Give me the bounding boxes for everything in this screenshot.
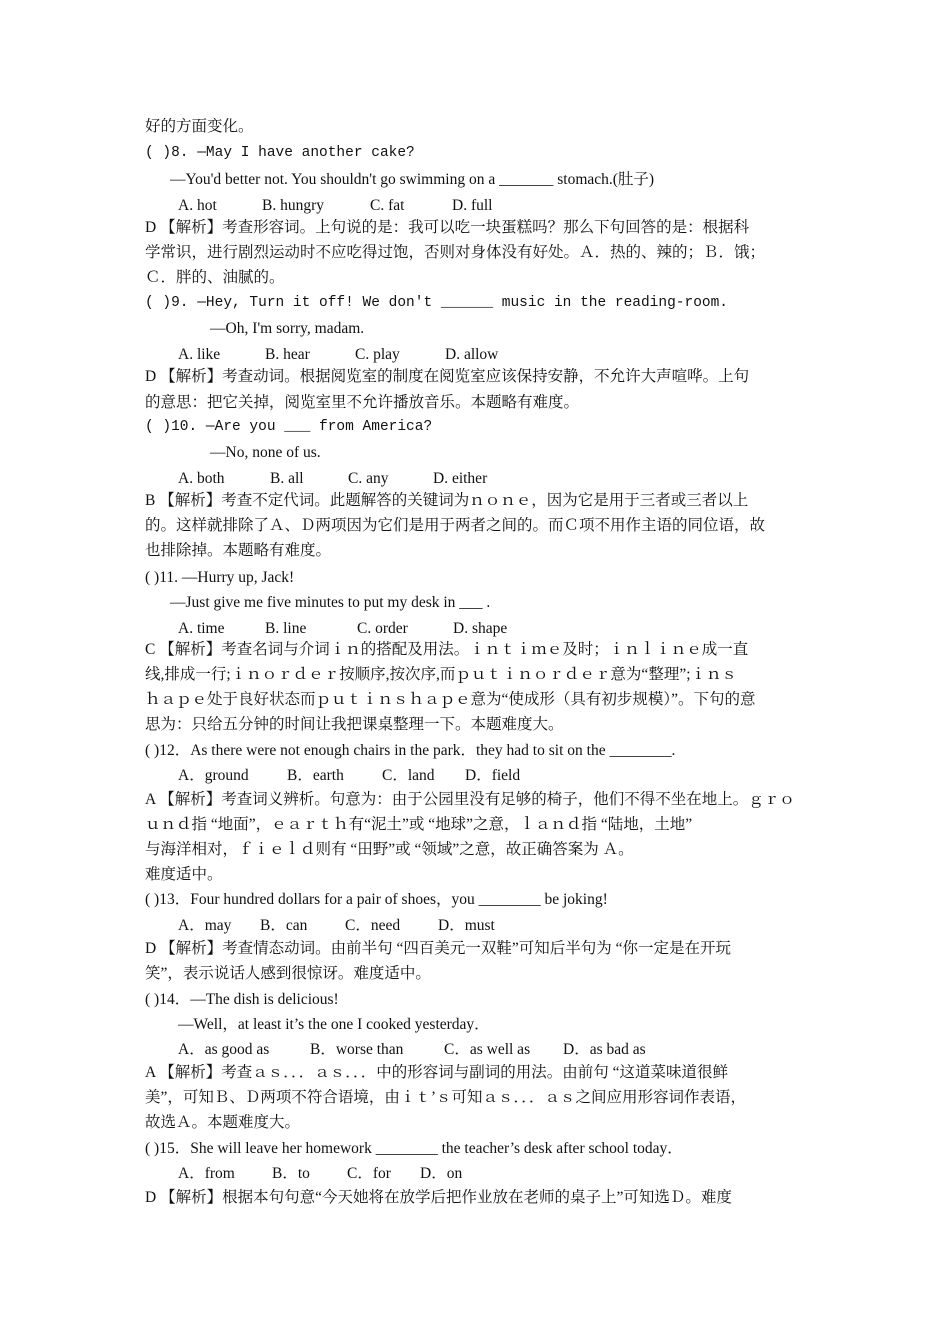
option: A．ground: [178, 767, 249, 784]
option: A. like: [178, 346, 221, 363]
analysis-line: 思为：只给五分钟的时间让我把课桌整理一下。本题难度大。: [145, 716, 564, 733]
text-line: —You'd better not. You shouldn't go swimming on a _______ stomach.(肚子): [170, 171, 655, 188]
option: D. either: [433, 470, 488, 487]
analysis-line: ｈａｐｅ处于良好状态而ｐｕｔｉｎｓｈａｐｅ意为“使成形（具有初步规模）”。下句的意: [145, 691, 756, 708]
option: D. shape: [453, 620, 508, 637]
option: A．as good as: [178, 1041, 270, 1058]
analysis-line: 线,排成一行;ｉｎｏｒｄｅｒ按顺序,按次序,而ｐｕｔｉｎｏｒｄｅｒ意为“整理”;ｉｎｓ: [145, 666, 737, 683]
analysis-line: 学常识，进行剧烈运动时不应吃得过饱，否则对身体没有好处。Ａ．热的、辣的；Ｂ．饿；: [145, 244, 766, 261]
option: B．can: [260, 917, 308, 934]
text-line: —Oh, I'm sorry, madam.: [210, 320, 365, 337]
question-11: ( )11. —Hurry up, Jack!: [145, 569, 295, 586]
option: B．earth: [287, 767, 344, 784]
option: C. any: [348, 470, 389, 487]
text-line: 好的方面变化。: [145, 118, 254, 135]
analysis-line: A 【解析】考查ａｓ．．．ａｓ．．．中的形容词与副词的用法。由前句 “这道菜味道很鲜: [145, 1064, 728, 1081]
question-10: ( )10. —Are you ___ from America?: [145, 419, 433, 435]
analysis-line: D 【解析】根据本句句意“今天她将在放学后把作业放在老师的桌子上”可知选Ｄ。难度: [145, 1189, 732, 1206]
option: C．as well as: [444, 1041, 531, 1058]
text-line: —No, none of us.: [210, 444, 321, 461]
analysis-line: A 【解析】考查词义辨析。句意为：由于公园里没有足够的椅子，他们不得不坐在地上。ｇｒｏ: [145, 791, 795, 808]
question-14: ( )14．—The dish is delicious!: [145, 991, 339, 1008]
option: A. hot: [178, 197, 217, 214]
option: C．for: [347, 1165, 391, 1182]
option: A．may: [178, 917, 232, 934]
option: B. line: [265, 620, 307, 637]
option: A. both: [178, 470, 225, 487]
option: D．must: [438, 917, 495, 934]
option: A. time: [178, 620, 225, 637]
question-9: ( )9. —Hey, Turn it off! We don't ______ music in the reading-room.: [145, 295, 728, 311]
option: B. hungry: [262, 197, 324, 214]
option: A．from: [178, 1165, 235, 1182]
analysis-line: 的意思：把它关掉，阅览室里不允许播放音乐。本题略有难度。: [145, 394, 580, 411]
option: C. play: [355, 346, 400, 363]
option: C. fat: [370, 197, 405, 214]
analysis-line: 故选Ａ。本题难度大。: [145, 1114, 301, 1131]
option: D. full: [452, 197, 493, 214]
question-13: ( )13．Four hundred dollars for a pair of shoes，you ________ be joking!: [145, 891, 608, 908]
option: C．need: [345, 917, 401, 934]
analysis-line: C 【解析】考查名词与介词ｉｎ的搭配及用法。ｉｎｔｉｍｅ及时；ｉｎｌｉｎｅ成一直: [145, 641, 749, 658]
analysis-line: D 【解析】考查动词。根据阅览室的制度在阅览室应该保持安静，不允许大声喧哗。上句: [145, 368, 750, 385]
analysis-line: 美”，可知Ｂ、Ｄ两项不符合语境，由ｉｔ’ｓ可知ａｓ．．．ａｓ之间应用形容词作表语，: [145, 1089, 747, 1106]
option: D．field: [465, 767, 521, 784]
analysis-line: D 【解析】考查形容词。上句说的是：我可以吃一块蛋糕吗？那么下句回答的是：根据科: [145, 219, 750, 236]
analysis-line: B 【解析】考查不定代词。此题解答的关键词为ｎｏｎｅ，因为它是用于三者或三者以上: [145, 492, 749, 509]
analysis-line: 难度适中。: [145, 866, 223, 883]
analysis-line: 笑”，表示说话人感到很惊讶。难度适中。: [145, 965, 431, 982]
analysis-line: 的。这样就排除了Ａ、Ｄ两项因为它们是用于两者之间的。而Ｃ项不用作主语的同位语，故: [145, 517, 766, 534]
option: B. all: [270, 470, 304, 487]
question-8: ( )8. —May I have another cake?: [145, 145, 415, 161]
question-15: ( )15．She will leave her homework ________ the teacher’s desk after school today．: [145, 1140, 683, 1157]
option: B. hear: [265, 346, 310, 363]
analysis-line: ｕｎｄ指 “地面”，ｅａｒｔｈ有“泥土”或 “地球”之意，ｌａｎｄ指 “陆地，土地”: [145, 816, 693, 833]
analysis-line: 也排除掉。本题略有难度。: [145, 542, 332, 559]
option: B．worse than: [310, 1041, 404, 1058]
option: C．land: [382, 767, 435, 784]
option: D．on: [420, 1165, 463, 1182]
analysis-line: 与海洋相对，ｆｉｅｌｄ则有 “田野”或 “领域”之意，故正确答案为 Ａ。: [145, 841, 634, 858]
text-line: —Well，at least it’s the one I cooked yesterday．: [178, 1016, 490, 1033]
option: C. order: [357, 620, 408, 637]
analysis-line: Ｃ．胖的、油腻的。: [145, 269, 285, 286]
text-line: —Just give me five minutes to put my desk in ___ .: [170, 594, 491, 611]
option: D．as bad as: [563, 1041, 646, 1058]
option: B．to: [272, 1165, 310, 1182]
analysis-line: D 【解析】考查情态动词。由前半句 “四百美元一双鞋”可知后半句为 “你一定是在开玩: [145, 940, 731, 957]
option: D. allow: [445, 346, 499, 363]
question-12: ( )12．As there were not enough chairs in the park．they had to sit on the ________.: [145, 742, 676, 759]
